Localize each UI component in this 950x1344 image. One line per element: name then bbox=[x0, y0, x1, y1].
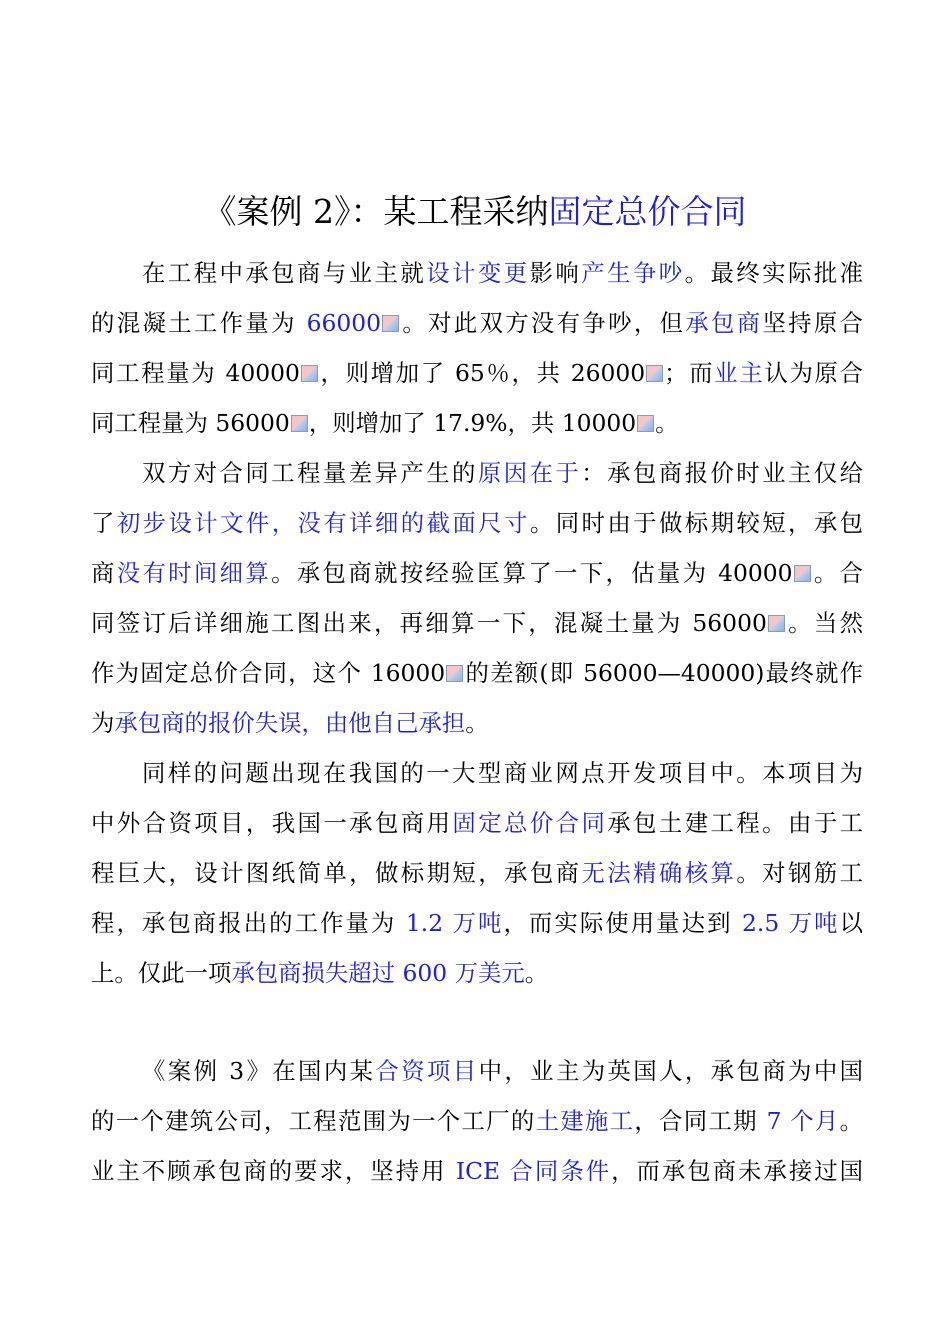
broken-image-icon bbox=[794, 565, 811, 582]
broken-image-icon bbox=[768, 615, 785, 632]
text: 商 bbox=[91, 559, 117, 587]
text: 。最终实际批准 bbox=[684, 259, 864, 287]
text: 中，业主为英国人，承包商为中国 bbox=[478, 1057, 863, 1085]
paragraph-4 bbox=[91, 1046, 863, 1196]
p2-line-5 bbox=[91, 648, 863, 698]
text: 《案例 3》在国内某 bbox=[142, 1057, 376, 1085]
p4-line-2 bbox=[91, 1096, 863, 1146]
text: 同工程量为 56000 bbox=[91, 409, 290, 437]
text: 。 bbox=[465, 709, 489, 737]
title-link-fixed-price-contract[interactable]: 固定总价合同 bbox=[548, 192, 747, 231]
text: 的一个建筑公司，工程范围为一个工厂的 bbox=[91, 1107, 536, 1135]
text: 。当然 bbox=[785, 609, 863, 637]
text: 。同时由于做标期较短，承包 bbox=[529, 509, 864, 537]
p3-line-5 bbox=[91, 948, 863, 998]
text: 业主不顾承包商的要求，坚持用 bbox=[91, 1157, 456, 1185]
text: 作为固定总价合同，这个 16000 bbox=[91, 659, 446, 687]
text: 的混凝土工作量为 bbox=[91, 309, 307, 337]
text: 了 bbox=[91, 509, 117, 537]
link-contractor[interactable]: 承包商 bbox=[685, 309, 763, 337]
p3-line-4 bbox=[91, 898, 863, 948]
p4-line-1 bbox=[91, 1046, 863, 1096]
link-joint-venture[interactable]: 合资项目 bbox=[375, 1057, 479, 1085]
text: 同工程量为 40000 bbox=[91, 359, 300, 387]
p3-line-1 bbox=[91, 748, 863, 798]
text: 。对钢筋工 bbox=[736, 859, 864, 887]
text: ，则增加了 65％，共 26000 bbox=[318, 359, 646, 387]
link-no-section-size[interactable]: 没有详细的截面尺寸 bbox=[297, 509, 530, 537]
p2-line-4 bbox=[91, 598, 863, 648]
text: 认为原合 bbox=[764, 359, 864, 387]
text: 坚持原合 bbox=[762, 309, 864, 337]
paragraph-3 bbox=[91, 748, 863, 998]
link-design-change[interactable]: 设计变更 bbox=[426, 259, 530, 287]
text: 同签订后详细施工图出来，再细算一下，混凝土量为 56000 bbox=[91, 609, 767, 637]
link-self-bear[interactable]: 由他自己承担 bbox=[324, 709, 466, 737]
text: ；而 bbox=[664, 359, 715, 387]
p2-line-2 bbox=[91, 498, 863, 548]
link-quantity[interactable]: 66000 bbox=[306, 309, 381, 337]
text: ，而承包商未承接过国 bbox=[611, 1157, 864, 1185]
text: 。合 bbox=[811, 559, 864, 587]
paragraph-2 bbox=[91, 448, 863, 748]
p1-line-4 bbox=[91, 398, 863, 448]
link-cannot-calculate[interactable]: 无法精确核算 bbox=[581, 859, 737, 887]
broken-image-icon bbox=[637, 415, 654, 432]
text: 的差额(即 56000—40000)最终就作 bbox=[464, 659, 863, 687]
text: 中外合资项目，我国一承包商用 bbox=[91, 809, 453, 837]
p2-line-6 bbox=[91, 698, 863, 748]
text: 双方对合同工程量差异产生的 bbox=[142, 459, 478, 487]
link-no-time[interactable]: 没有时间细算 bbox=[116, 559, 272, 587]
link-owner[interactable]: 业主 bbox=[714, 359, 765, 387]
link-civil-works[interactable]: 土建施工 bbox=[535, 1107, 635, 1135]
link-1-2-tons[interactable]: 1.2 万吨 bbox=[405, 909, 504, 937]
link-dispute[interactable]: 产生争吵 bbox=[581, 259, 685, 287]
link-7-months[interactable]: 7 个月 bbox=[766, 1107, 840, 1135]
link-2-5-tons[interactable]: 2.5 万吨 bbox=[742, 909, 840, 937]
text: 。对此双方没有争吵，但 bbox=[399, 309, 686, 337]
p1-line-2 bbox=[91, 298, 863, 348]
page-title bbox=[0, 188, 950, 236]
text: 程巨大，设计图纸简单，做标期短，承包商 bbox=[91, 859, 582, 887]
broken-image-icon bbox=[301, 365, 318, 382]
p2-line-3 bbox=[91, 548, 863, 598]
text: ，则增加了 17.9%，共 10000 bbox=[308, 409, 637, 437]
text: 影响 bbox=[529, 259, 582, 287]
text: ，合同工期 bbox=[634, 1107, 767, 1135]
text: ：承包商报价时业主仅给 bbox=[581, 459, 864, 487]
broken-image-icon bbox=[446, 665, 463, 682]
text: 程，承包商报出的工作量为 bbox=[91, 909, 406, 937]
text: 。 bbox=[655, 409, 679, 437]
link-bid-error[interactable]: 承包商的报价失误 bbox=[114, 709, 302, 737]
text: ，而实际使用量达到 bbox=[503, 909, 743, 937]
text: 以 bbox=[839, 909, 864, 937]
text: 。 bbox=[524, 959, 549, 987]
text: ， bbox=[271, 509, 298, 537]
link-preliminary-design[interactable]: 初步设计文件 bbox=[116, 509, 272, 537]
broken-image-icon bbox=[382, 315, 399, 332]
text: 承包土建工程。由于工 bbox=[607, 809, 864, 837]
p2-line-1 bbox=[91, 448, 863, 498]
p3-line-2 bbox=[91, 798, 863, 848]
text: 。承包商就按经验匡算了一下，估量为 40000 bbox=[271, 559, 793, 587]
p1-line-3 bbox=[91, 348, 863, 398]
text: 为 bbox=[91, 709, 115, 737]
p1-line-1 bbox=[91, 248, 863, 298]
broken-image-icon bbox=[291, 415, 308, 432]
link-contractor-loss[interactable]: 承包商损失超过 600 万美元 bbox=[231, 959, 525, 987]
text: 在工程中承包商与业主就 bbox=[142, 259, 427, 287]
link-reason[interactable]: 原因在于 bbox=[477, 459, 582, 487]
p4-line-3 bbox=[91, 1146, 863, 1196]
text: 上。仅此一项 bbox=[91, 959, 232, 987]
text: ， bbox=[301, 709, 325, 737]
title-prefix: 《案例 2》：某工程采纳 bbox=[203, 192, 549, 231]
link-fixed-price-contract[interactable]: 固定总价合同 bbox=[452, 809, 608, 837]
p3-line-3 bbox=[91, 848, 863, 898]
broken-image-icon bbox=[646, 365, 663, 382]
link-ice-conditions[interactable]: ICE 合同条件 bbox=[455, 1157, 612, 1185]
text: 。 bbox=[839, 1107, 864, 1135]
paragraph-1 bbox=[91, 248, 863, 448]
text: 同样的问题出现在我国的一大型商业网点开发项目中。本项目为 bbox=[142, 759, 863, 787]
